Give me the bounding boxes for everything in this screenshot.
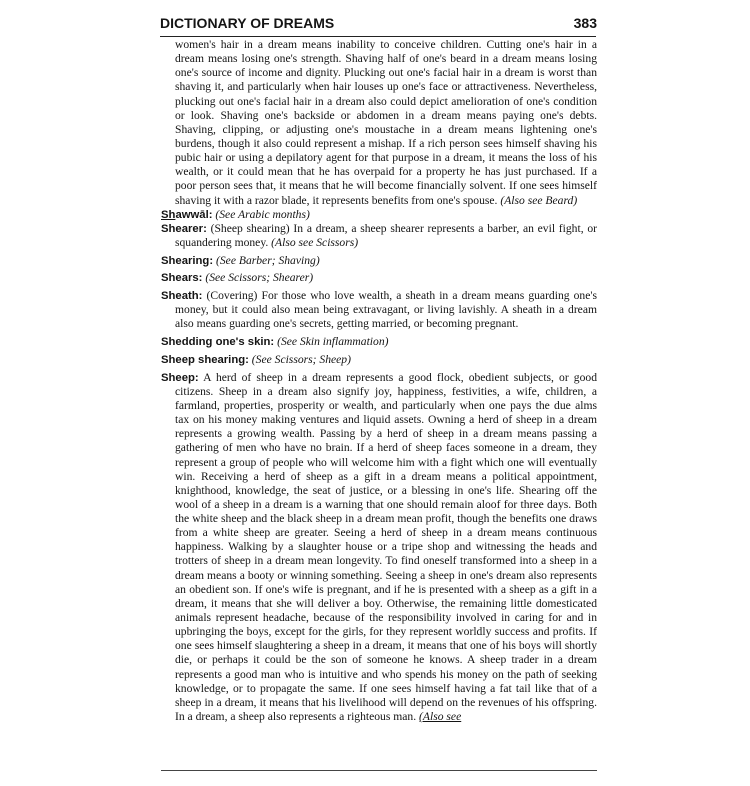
entry-text: (Covering) For those who love wealth, a sheath in a dream means guarding one's money, but it could also mean being extravagant, or living lavishly. A sheath in a dream also means guarding one's secrets, getting married, or becoming pregnant. xyxy=(175,289,597,331)
entry-headword: Shears: xyxy=(161,272,203,285)
continuation-paragraph xyxy=(175,38,597,208)
entry-text: A herd of sheep in a dream represents a good flock, obedient subjects, or good citizens. Sheep in a dream also signify joy, happiness, festivities, a wife, children, a farmland, properties, prosperity or wealth, and particularly when one pays the due alms tax on his money making ventures and liquid assets. Owning a herd of sheep in a dream represents a growing wealth. Passing by a herd of sheep in a dream means passing a gathering of men who have no brain. If a herd of sheep faces someone in a dream, they represent a group of people who will welcome him with a fight which one will eventually win. Receiving a herd of sheep as a gift in a dream means a political appointment, knighthood, knowledge, the seat of justice, or a blessing in one's life. Shearing off the wool of a sheep in a dream is a warning that one should remain aloof for three days. Both the white sheep and the black sheep in a dream mean profit, though the benefits one draws from a white sheep are greater. Seeing a herd of sheep in a dream means continuous happiness. Walking by a slaughter house or a tripe shop and witnessing the heads and trotters of sheep in a dream mean longevity. To find oneself transformed into a sheep in a dream means a booty or winning something. Seeing a sheep in one's dream also represents an obedient son. If one's wife is pregnant, and if he is presented with a sheep as a gift in a dream, it means that she will deliver a boy. Otherwise, the remaining little domesticated animals represent headache, because of the responsibility involved in caring for and in upbringing the boys, except for the girls, for they represent worldly success and profits. If one sees himself slaughtering a sheep in a dream, it means that one of his boys will shortly die, or perhaps it could be the son of someone he knows. A sheep trader in a dream represents a good man who is intuitive and who spends his money on the path of seeking knowledge, or to propagate the same. If one sees himself having a fat tail like that of a sheep in a dream, it means that his livelihood will depend on the revenues of his offspring. In a dream, a sheep also represents a righteous man. xyxy=(175,370,597,724)
entry-headword: Shedding one's skin: xyxy=(161,336,275,349)
entry-cross-reference: (See Skin inflammation) xyxy=(277,335,389,349)
running-title: DICTIONARY OF DREAMS xyxy=(160,15,335,31)
entry-sheep xyxy=(161,371,597,725)
entry-shedding-ones-skin xyxy=(161,335,597,349)
entry-cross-reference: (Also see Scissors) xyxy=(271,235,359,249)
entry-sheath xyxy=(161,289,597,331)
continuation-cross-reference: (Also see Beard) xyxy=(500,193,578,207)
header-rule xyxy=(160,36,596,37)
entry-headword: Sheep: xyxy=(161,371,199,384)
running-header xyxy=(160,15,597,31)
entry-shearer xyxy=(161,222,597,250)
footer-rule xyxy=(161,770,597,771)
entry-headword: Shearer: xyxy=(161,222,207,235)
entry-headword: Sheep shearing: xyxy=(161,353,249,366)
entry-cross-reference: (See Barber; Shaving) xyxy=(216,253,320,267)
entry-headword: Sheath: xyxy=(161,290,203,303)
continuation-text: women's hair in a dream means inability to conceive children. Cutting one's hair in a dream means losing one's strength. Shaving half of one's beard in a dream means losing one's source of income and dignity. Plucking out one's facial hair in a dream is worst than shaving it, and particularly when hair louses up one's face or attractiveness. Nevertheless, plucking out one's facial hair in a dream also could depict amelioration of one's condition or look. Shaving one's backside or abdomen in a dream means paying one's debts. Shaving, clipping, or adjusting one's moustache in a dream means lightening one's burdens, though it also could represent a mishap. If a rich person sees himself shaving his pubic hair or using a depilatory agent for that purpose in a dream, it means the loss of his wealth, or it could mean that he has overpaid for a property he has just purchased. If a poor person sees that, it means that he will become financially solvent. If one sees himself shaving it with a razor blade, it represents benefits from one's spouse. xyxy=(175,38,597,207)
entry-sheep-shearing xyxy=(161,353,597,367)
entry-cross-reference: (See Arabic months) xyxy=(215,207,310,221)
entry-headword xyxy=(161,209,212,221)
entry-text: (Sheep shearing) In a dream, a sheep shearer represents a barber, an evil fight, or squandering money. xyxy=(175,221,597,249)
entry-shears xyxy=(161,271,597,285)
page-body xyxy=(161,38,597,724)
page-number: 383 xyxy=(573,15,597,31)
entry-cross-reference: (See Scissors; Sheep) xyxy=(251,352,351,366)
headword-underlined-letters: Sh xyxy=(161,208,176,221)
entry-cross-reference: (See Scissors; Shearer) xyxy=(205,271,314,285)
entry-shawwal xyxy=(161,208,597,222)
headword-rest: awwāl: xyxy=(175,208,213,221)
entry-shearing xyxy=(161,254,597,268)
entry-headword: Shearing: xyxy=(161,254,214,267)
entry-cross-reference: (Also see xyxy=(419,710,462,724)
